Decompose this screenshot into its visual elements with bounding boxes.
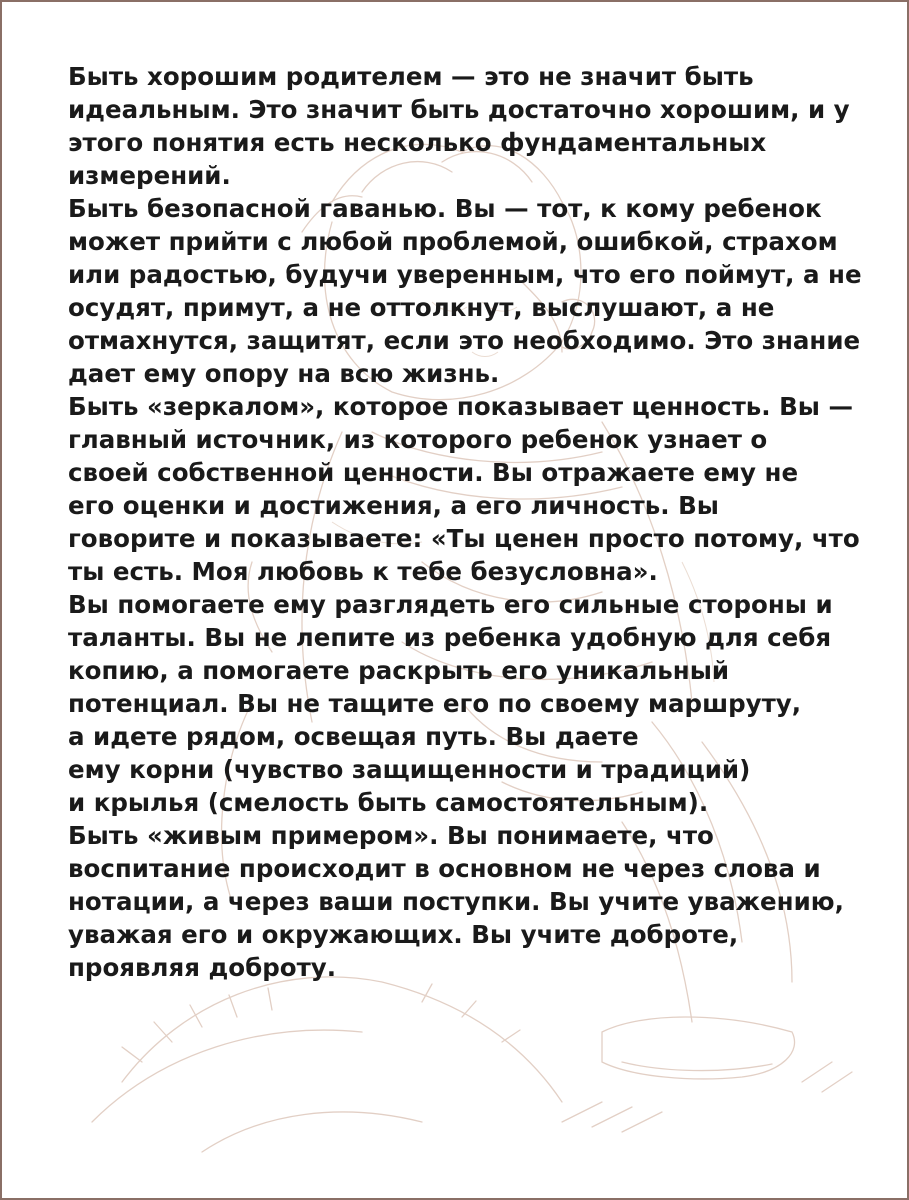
text-line: Быть безопасной гаванью. Вы — тот, к кому ребенок <box>68 194 822 223</box>
text-line: главный источник, из которого ребенок узнает о <box>68 425 768 454</box>
text-line: потенциал. Вы не тащите его по своему маршруту, <box>68 689 802 718</box>
text-line: дает ему опору на всю жизнь. <box>68 359 500 388</box>
text-line: проявляя доброту. <box>68 953 337 982</box>
text-line: осудят, примут, а не оттолкнут, выслушают, а не <box>68 293 775 322</box>
text-line: Быть «зеркалом», которое показывает ценность. Вы — <box>68 392 853 421</box>
text-line: Быть хорошим родителем — это не значит быть <box>68 62 754 91</box>
text-line: нотации, а через ваши поступки. Вы учите уважению, <box>68 887 844 916</box>
text-line: и крылья (смелость быть самостоятельным). <box>68 788 709 817</box>
text-line: таланты. Вы не лепите из ребенка удобную для себя <box>68 623 832 652</box>
text-line: воспитание происходит в основном не через слова и <box>68 854 821 883</box>
text-line: может прийти с любой проблемой, ошибкой, страхом <box>68 227 838 256</box>
text-line: отмахнутся, защитят, если это необходимо. Это знание <box>68 326 861 355</box>
text-line: ты есть. Моя любовь к тебе безусловна». <box>68 557 658 586</box>
text-line: его оценки и достижения, а его личность. Вы <box>68 491 719 520</box>
text-line: идеальным. Это значит быть достаточно хорошим, и у <box>68 95 850 124</box>
text-line: своей собственной ценности. Вы отражаете ему не <box>68 458 799 487</box>
text-line: ему корни (чувство защищенности и традиций) <box>68 755 751 784</box>
text-line: копию, а помогаете раскрыть его уникальный <box>68 656 730 685</box>
text-line: этого понятия есть несколько фундаментальных <box>68 128 767 157</box>
text-line: уважая его и окружающих. Вы учите доброте, <box>68 920 739 949</box>
text-line: а идете рядом, освещая путь. Вы даете <box>68 722 639 751</box>
text-line: Вы помогаете ему разглядеть его сильные стороны и <box>68 590 833 619</box>
body-text <box>68 60 888 984</box>
text-line: или радостью, будучи уверенным, что его поймут, а не <box>68 260 862 289</box>
text-line: измерений. <box>68 161 231 190</box>
text-line: Быть «живым примером». Вы понимаете, что <box>68 821 714 850</box>
text-line: говорите и показываете: «Ты ценен просто потому, что <box>68 524 860 553</box>
